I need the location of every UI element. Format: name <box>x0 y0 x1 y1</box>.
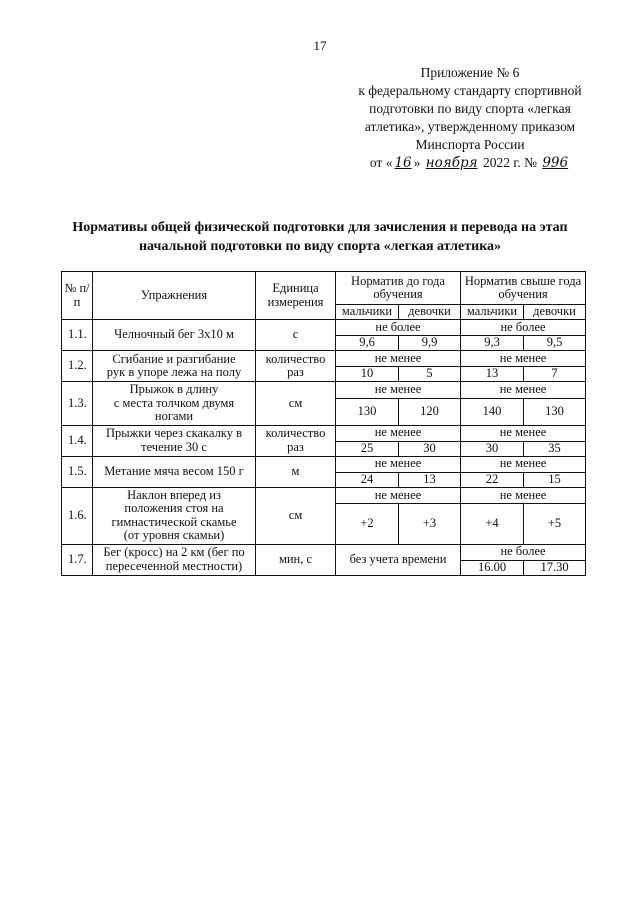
value-first-girls: 9,9 <box>399 336 461 351</box>
date-quote-close: » <box>413 155 421 170</box>
exercise-name-line: Наклон вперед из <box>127 487 221 502</box>
value-after-boys: 9,3 <box>461 336 524 351</box>
exercise-name-line: (от уровня скамьи) <box>123 528 225 542</box>
value-first-girls: 13 <box>399 472 461 487</box>
value-first-boys: 9,6 <box>336 336 399 351</box>
exercise-name <box>93 456 256 487</box>
value-after-girls: 35 <box>524 441 586 456</box>
norm-condition-first-year: не менее <box>336 425 461 441</box>
exercise-name-line: рук в упоре лежа на полу <box>106 365 242 379</box>
table-row <box>62 544 586 560</box>
page-number: 17 <box>313 38 327 53</box>
table-row <box>62 382 586 399</box>
header-unit: Единица измерения <box>256 272 336 320</box>
appendix-line: подготовки по виду спорта «легкая <box>369 101 571 116</box>
header-group-first-year: Норматив до года обучения <box>336 272 461 305</box>
value-after-boys: 22 <box>461 472 524 487</box>
date-prefix: от « <box>369 155 393 170</box>
exercise-name-line: Метание мяча весом 150 г <box>104 463 244 478</box>
title-line: Нормативы общей физической подготовки для зачисления и перевода на этап <box>72 220 568 235</box>
unit-of-measure: м <box>256 456 336 487</box>
value-after-boys: 13 <box>461 367 524 382</box>
row-number: 1.5. <box>62 456 93 487</box>
value-first-boys: 130 <box>336 399 399 425</box>
exercise-name-line: Бег (кросс) на 2 км (бег по <box>103 545 245 559</box>
value-first-boys: 25 <box>336 441 399 456</box>
order-number-handwritten: 996 <box>542 155 569 171</box>
appendix-line: к федеральному стандарту спортивной <box>358 83 582 98</box>
norm-condition-after-first-year: не более <box>461 320 586 336</box>
norm-condition-first-year: не менее <box>336 487 461 504</box>
unit-of-measure: с <box>256 320 336 351</box>
value-first-boys: 10 <box>336 367 399 382</box>
appendix-line: атлетика», утвержденному приказом <box>364 119 576 134</box>
exercise-name-line: Сгибание и разгибание <box>112 351 236 366</box>
header-group-after-first-year: Норматив свыше года обучения <box>461 272 586 305</box>
unit-of-measure: мин, с <box>256 544 336 575</box>
value-after-boys: 140 <box>461 399 524 425</box>
exercise-name <box>93 351 256 382</box>
header-boys: мальчики <box>461 305 524 320</box>
exercise-name <box>93 382 256 426</box>
value-after-girls: 15 <box>524 472 586 487</box>
exercise-name-line: Прыжки через скакалку в <box>106 426 242 440</box>
table-row <box>62 425 586 441</box>
value-after-girls: 9,5 <box>524 336 586 351</box>
exercise-name <box>93 544 256 575</box>
norm-condition-first-year: не менее <box>336 351 461 367</box>
row-number: 1.1. <box>62 320 93 351</box>
appendix-header <box>330 64 610 172</box>
document-title <box>40 218 600 256</box>
exercise-name-line: положения стоя на <box>124 501 224 515</box>
value-after-girls: 17.30 <box>524 560 586 575</box>
exercise-name-line: течение 30 с <box>141 439 207 454</box>
row-number: 1.6. <box>62 487 93 544</box>
norms-table <box>61 271 586 576</box>
header-girls: девочки <box>399 305 461 320</box>
table-row <box>62 351 586 367</box>
row-number: 1.7. <box>62 544 93 575</box>
value-after-boys: 16.00 <box>461 560 524 575</box>
header-num: № п/п <box>62 272 93 320</box>
value-first-girls: 120 <box>399 399 461 425</box>
value-after-boys: 30 <box>461 441 524 456</box>
unit-of-measure: количество раз <box>256 351 336 382</box>
date-day-handwritten: 16 <box>394 155 412 171</box>
table-row <box>62 487 586 504</box>
exercise-name <box>93 320 256 351</box>
value-after-girls: 7 <box>524 367 586 382</box>
order-date-line <box>330 154 610 172</box>
norm-condition-after-first-year: не менее <box>461 487 586 504</box>
appendix-line: Приложение № 6 <box>420 65 520 80</box>
table-row <box>62 320 586 336</box>
norm-condition-after-first-year: не менее <box>461 382 586 399</box>
unit-of-measure: см <box>256 487 336 544</box>
appendix-line: Минспорта России <box>415 137 525 152</box>
norm-condition-after-first-year: не менее <box>461 425 586 441</box>
exercise-name-line: ногами <box>154 409 194 423</box>
date-month-handwritten: ноября <box>425 155 478 171</box>
row-number: 1.3. <box>62 382 93 426</box>
value-after-boys: +4 <box>461 504 524 544</box>
norm-condition-after-first-year: не менее <box>461 351 586 367</box>
table-row <box>62 456 586 472</box>
norm-condition-first-year: не менее <box>336 382 461 399</box>
value-after-girls: +5 <box>524 504 586 544</box>
value-first-boys: 24 <box>336 472 399 487</box>
exercise-name-line: пересеченной местности) <box>105 558 243 573</box>
norm-condition-after-first-year: не более <box>461 544 586 560</box>
exercise-name <box>93 487 256 544</box>
header-exercise: Упражнения <box>93 272 256 320</box>
row-number: 1.4. <box>62 425 93 456</box>
norm-condition-after-first-year: не менее <box>461 456 586 472</box>
exercise-name-line: Прыжок в длину <box>129 382 219 396</box>
exercise-name-line: с места толчком двумя <box>113 395 235 410</box>
value-after-girls: 130 <box>524 399 586 425</box>
row-number: 1.2. <box>62 351 93 382</box>
norm-condition-first-year: без учета времени <box>336 544 461 575</box>
value-first-boys: +2 <box>336 504 399 544</box>
title-line: начальной подготовки по виду спорта «легкая атлетика» <box>138 239 502 254</box>
date-year: 2022 г. № <box>482 155 537 170</box>
unit-of-measure: см <box>256 382 336 426</box>
value-first-girls: +3 <box>399 504 461 544</box>
norm-condition-first-year: не более <box>336 320 461 336</box>
header-boys: мальчики <box>336 305 399 320</box>
header-girls: девочки <box>524 305 586 320</box>
value-first-girls: 30 <box>399 441 461 456</box>
exercise-name <box>93 425 256 456</box>
norms-table-body <box>62 320 586 576</box>
exercise-name-line: Челночный бег 3х10 м <box>114 327 234 342</box>
unit-of-measure: количество раз <box>256 425 336 456</box>
exercise-name-line: гимнастической скамье <box>111 514 237 529</box>
norm-condition-first-year: не менее <box>336 456 461 472</box>
value-first-girls: 5 <box>399 367 461 382</box>
